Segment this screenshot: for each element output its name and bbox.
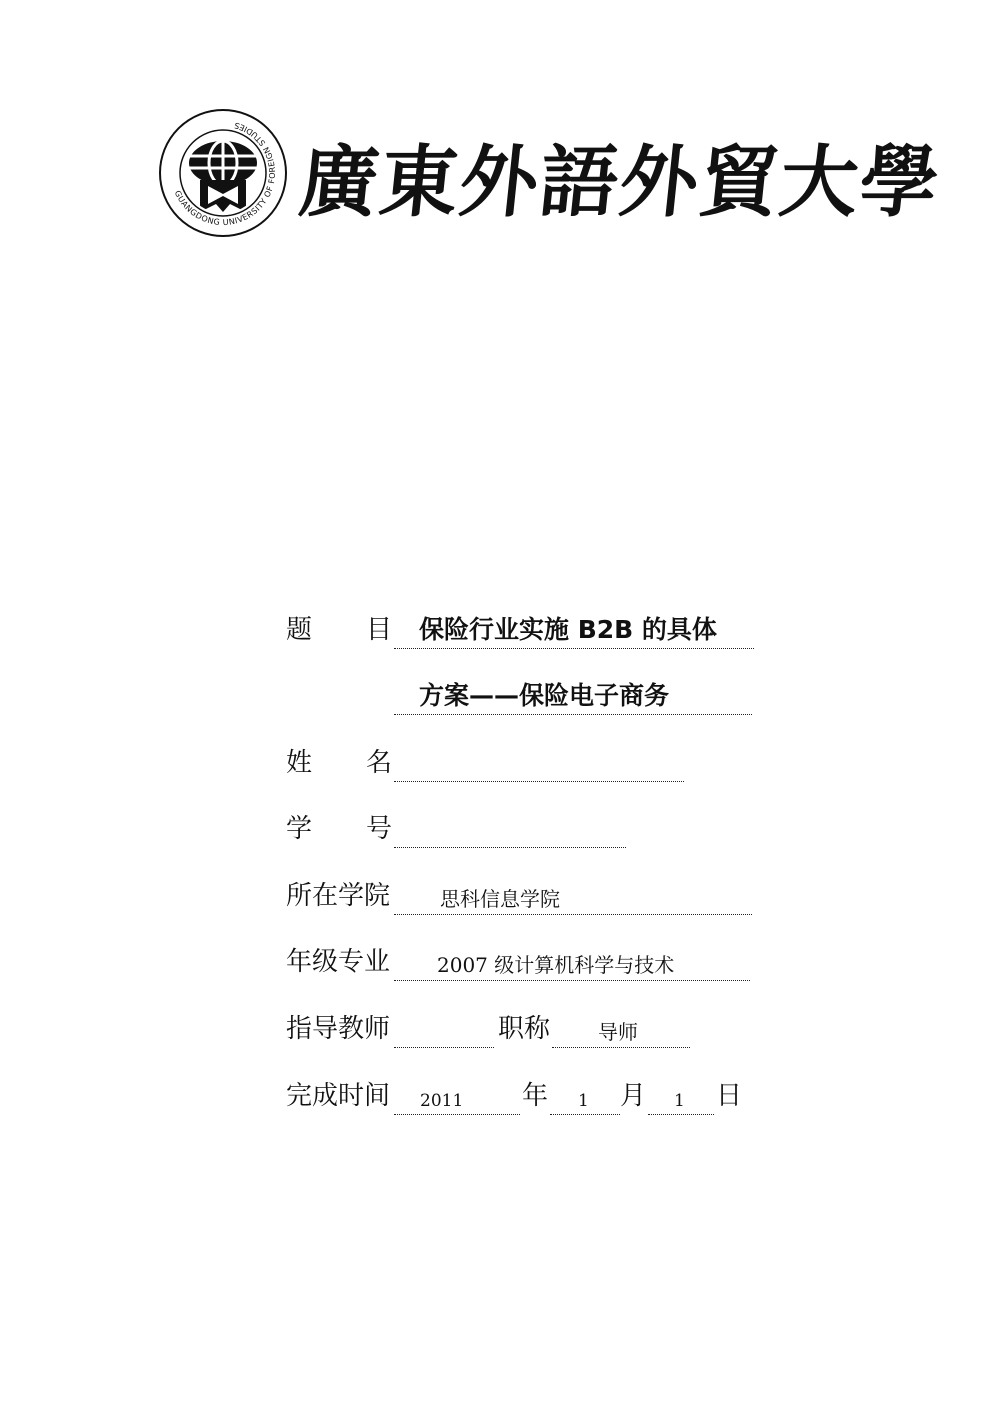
name-field[interactable] [394, 751, 684, 782]
title-label-char-1: 题 [286, 615, 313, 645]
title-value-line-2: 方案——保险电子商务 [419, 681, 670, 710]
title-row-2 [286, 676, 756, 716]
year-value: 2011 [420, 1091, 464, 1111]
advisor-label: 指导教师 [286, 1014, 391, 1044]
student-id-row [286, 809, 756, 849]
college-value: 思科信息学院 [440, 887, 560, 911]
completion-date-row [286, 1076, 756, 1116]
college-row [286, 876, 756, 916]
advisor-field[interactable] [394, 1017, 494, 1048]
rank-value: 导师 [598, 1020, 638, 1044]
advisor-row [286, 1009, 756, 1049]
university-emblem-icon [158, 108, 288, 238]
name-label-char-2: 名 [366, 748, 393, 778]
student-id-field[interactable] [394, 817, 626, 848]
major-label: 年级专业 [286, 947, 391, 977]
id-label-char-2: 号 [366, 814, 393, 844]
university-name: 廣東外語外貿大學 [295, 137, 945, 228]
day-unit: 日 [716, 1081, 743, 1111]
name-row [286, 743, 756, 783]
emblem-ring-text: GUANGDONG UNIVERSITY OF FOREIGN STUDIES [172, 120, 278, 228]
id-label-char-1: 学 [286, 814, 313, 844]
month-value: 1 [578, 1091, 589, 1111]
title-label-char-2: 目 [366, 615, 393, 645]
month-unit: 月 [620, 1081, 647, 1111]
major-value: 2007 级计算机科学与技术 [437, 953, 675, 977]
college-label: 所在学院 [286, 881, 391, 911]
date-label: 完成时间 [286, 1081, 391, 1111]
major-row [286, 942, 756, 982]
title-row [286, 610, 756, 650]
day-value: 1 [674, 1091, 685, 1111]
name-label-char-1: 姓 [286, 748, 313, 778]
year-unit: 年 [522, 1081, 549, 1111]
title-value-line-1: 保险行业实施 B2B 的具体 [419, 615, 717, 644]
rank-label: 职称 [498, 1014, 551, 1044]
